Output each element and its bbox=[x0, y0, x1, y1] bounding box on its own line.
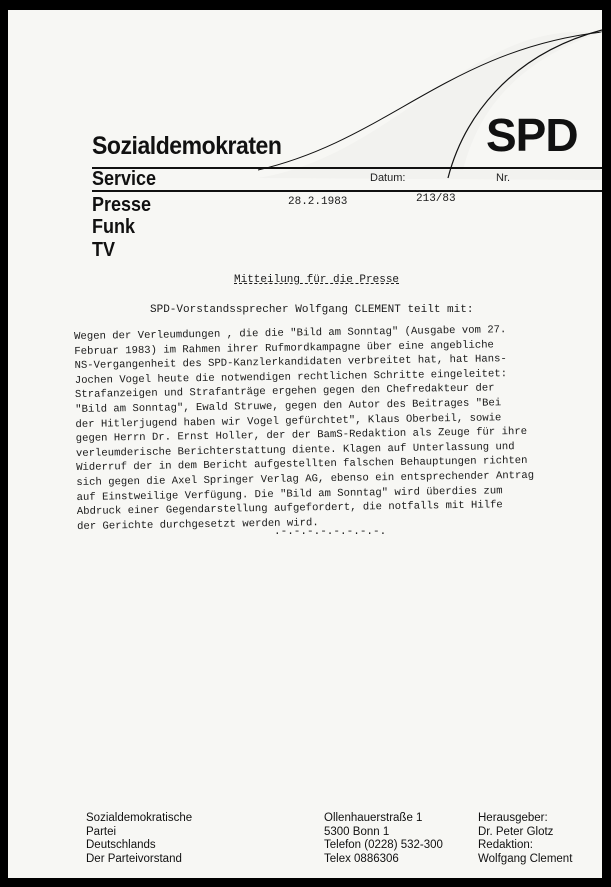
body-line: Widerruf der in dem Bericht aufgestellten falschen Behauptungen richten bbox=[76, 455, 528, 475]
body-line: NS-Vergangenheit des SPD-Kanzlerkandidaten verbreitet hat, hat Hans- bbox=[74, 353, 507, 373]
footer-editor-line: Herausgeber: bbox=[478, 812, 548, 824]
footer-editor-line: Dr. Peter Glotz bbox=[478, 825, 554, 838]
body-line: Jochen Vogel heute die notwendigen rechtlichen Schritte eingeleitet: bbox=[74, 367, 508, 387]
spd-logo: SPD bbox=[486, 109, 578, 161]
footer-party-line: Deutschlands bbox=[86, 839, 156, 851]
footer-address bbox=[324, 812, 443, 866]
body-line: Februar 1983) im Rahmen ihrer Rufmordkampagne über eine angebliche bbox=[74, 339, 494, 358]
footer-party-line: Partei bbox=[86, 825, 117, 838]
header-rule-bottom bbox=[92, 190, 602, 192]
press-body bbox=[74, 322, 597, 534]
footer-editor-line: Redaktion: bbox=[478, 839, 533, 851]
dept-service: Service bbox=[92, 168, 157, 190]
body-line: "Bild am Sonntag", Ewald Struwe, gegen den Autor des Beitrages "Bei bbox=[75, 397, 502, 416]
body-line: gegen Herrn Dr. Ernst Holler, der der BamS-Redaktion als Zeuge für ihre bbox=[75, 426, 528, 446]
body-line: der Gerichte durchgesetzt werden wird. bbox=[76, 516, 319, 533]
footer-editors bbox=[478, 812, 572, 866]
body-line: der Hitlerjugend haben wir Vogel gefürchtet", Klaus Oberbeil, sowie bbox=[75, 411, 502, 431]
date-value: 28.2.1983 bbox=[288, 196, 348, 208]
date-label: Datum: bbox=[370, 172, 406, 184]
footer-address-line: Ollenhauerstraße 1 bbox=[324, 812, 423, 824]
body-line: verleumderische Berichterstattung diente. Klagen auf Unterlassung und bbox=[75, 440, 515, 460]
letter-page bbox=[8, 10, 602, 878]
number-value: 213/83 bbox=[416, 193, 456, 205]
header-rule-top bbox=[92, 167, 602, 169]
body-line: Abdruck einer Gegendarstellung aufgefordert, die notfalls mit Hilfe bbox=[76, 499, 503, 519]
org-name: Sozialdemokraten bbox=[92, 132, 282, 160]
footer-address-line: Telex 0886306 bbox=[324, 852, 399, 865]
dept-funk: Funk bbox=[92, 216, 136, 238]
footer-address-line: Telefon (0228) 532-300 bbox=[324, 839, 443, 851]
press-subheading: SPD-Vorstandssprecher Wolfgang CLEMENT teilt mit: bbox=[150, 304, 474, 316]
dept-presse: Presse bbox=[92, 194, 152, 216]
footer-party-line: Der Parteivorstand bbox=[86, 852, 182, 865]
footer-editor-line: Wolfgang Clement bbox=[478, 852, 573, 865]
body-line: auf Einstweilige Verfügung. Die "Bild am Sonntag" wird überdies zum bbox=[76, 484, 503, 504]
dept-tv: TV bbox=[92, 239, 116, 261]
footer-address-line: 5300 Bonn 1 bbox=[324, 825, 390, 838]
number-label: Nr. bbox=[496, 172, 511, 184]
press-heading: Mitteilung für die Presse bbox=[234, 274, 400, 286]
body-line: Strafanzeigen und Strafanträge ergehen gegen den Chefredakteur der bbox=[74, 382, 495, 402]
footer-party-line: Sozialdemokratische bbox=[86, 812, 193, 824]
body-line: sich gegen die Axel Springer Verlag AG, ebenso ein entsprechender Antrag bbox=[76, 469, 535, 489]
footer-party bbox=[86, 812, 192, 866]
separator-line: .-.-.-.-.-.-.-.-. bbox=[274, 526, 387, 538]
body-line: Wegen der Verleumdungen , die die "Bild am Sonntag" (Ausgabe vom 27. bbox=[74, 324, 507, 343]
